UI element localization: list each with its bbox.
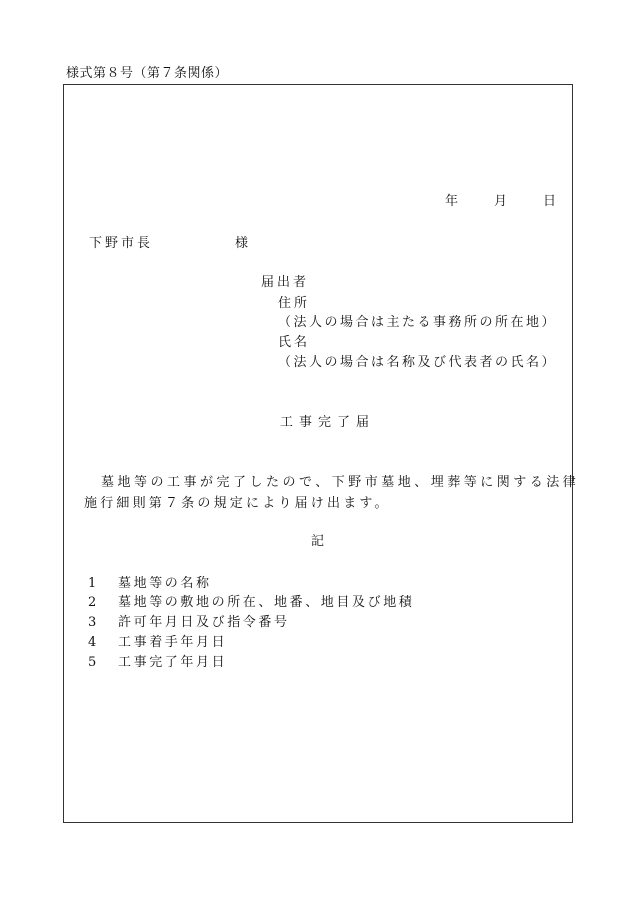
date-month-label: 月	[493, 194, 507, 209]
ki-heading: 記	[311, 534, 325, 549]
list-item-number: 3	[88, 615, 97, 630]
list-item-number: 5	[88, 655, 97, 670]
document-title: 工事完了届	[280, 415, 376, 430]
addressee	[89, 232, 251, 251]
body-text-line-2: 施行細則第７条の規定により届け出ます。	[84, 496, 391, 511]
form-number: 様式第８号（第７条関係）	[66, 66, 229, 81]
list-item-text: 工事着手年月日	[118, 635, 228, 650]
applicant-label: 届出者	[261, 275, 310, 290]
list-item	[88, 591, 414, 610]
list-item	[88, 631, 227, 650]
address-label: 住所	[278, 296, 311, 311]
list-item-text: 墓地等の敷地の所在、地番、地目及び地積	[118, 595, 415, 610]
name-note: （法人の場合は名称及び代表者の氏名）	[278, 355, 558, 370]
list-item	[88, 651, 227, 670]
list-item-text: 墓地等の名称	[118, 576, 212, 591]
addressee-honorific: 様	[235, 236, 252, 251]
list-item	[88, 572, 212, 591]
list-item-number: 4	[88, 635, 97, 650]
body-text-line-1: 墓地等の工事が完了したので、下野市墓地、埋葬等に関する法律	[101, 475, 580, 490]
date-day-label: 日	[542, 194, 556, 209]
list-item-number: 2	[88, 595, 97, 610]
date-line	[445, 190, 556, 209]
list-item-number: 1	[88, 576, 97, 591]
list-item-text: 許可年月日及び指令番号	[118, 615, 290, 630]
addressee-name: 下野市長	[89, 236, 154, 251]
name-label: 氏名	[278, 335, 311, 350]
list-item-text: 工事完了年月日	[118, 655, 228, 670]
date-year-label: 年	[444, 194, 458, 209]
form-frame	[63, 84, 580, 823]
list-item	[88, 611, 290, 630]
address-note: （法人の場合は主たる事務所の所在地）	[278, 315, 558, 330]
